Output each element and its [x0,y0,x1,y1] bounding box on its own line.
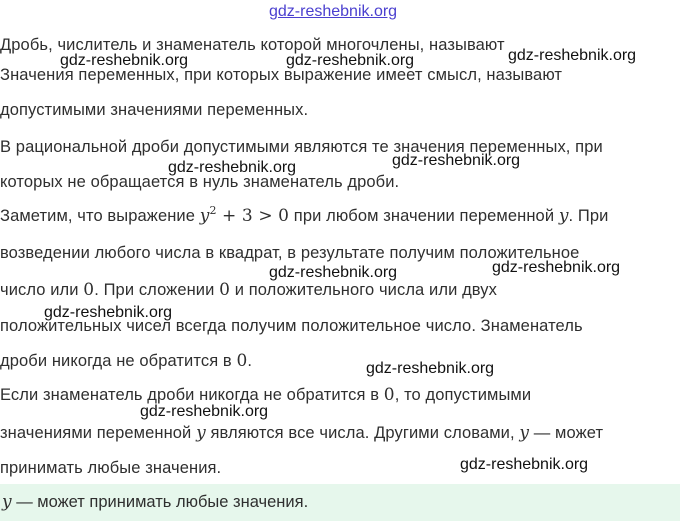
watermark-text: gdz-reshebnik.org [168,159,297,176]
definition-line-3: допустимыми значениями переменных. [0,101,309,119]
text-segment: являются все числа. Другими словами, [205,424,520,442]
text-segment: Заметим, что выражение [0,207,200,225]
text-segment: . При сложении [94,281,220,299]
watermark-text: gdz-reshebnik.org [366,360,495,377]
watermark-top-link[interactable]: gdz-reshebnik.org [269,3,398,20]
math-variable: y [199,206,210,226]
watermark-text: gdz-reshebnik.org [286,52,415,69]
paragraph3-line-4: положительных чисел всегда получим положительное число. Знаменатель [0,317,583,335]
math-variable-letter: y [558,206,569,226]
math-variable [519,423,529,443]
text-segment: . [247,352,253,370]
paragraph2-line-2: которых не обращается в нуль знаменатель дроби. [0,173,400,191]
definition-line-2: Значения переменных, при которых выражение имеет смысл, называют [0,66,563,84]
paragraph4-line-1 [0,385,531,405]
text-segment: . При [568,207,609,225]
answer-text [2,492,308,512]
text-segment: значениями переменной [0,424,197,442]
math-variable [559,206,569,226]
math-variable [2,492,12,512]
paragraph3-line-5 [0,351,252,371]
paragraph3-line-3 [0,280,497,300]
watermark-text: gdz-reshebnik.org [460,456,589,473]
definition-line-1: Дробь, числитель и знаменатель которой многочлены, называют [0,36,505,54]
paragraph3-line-1 [0,206,608,226]
watermark-text: gdz-reshebnik.org [392,152,521,169]
watermark-text: gdz-reshebnik.org [492,259,621,276]
text-segment: при любом значении переменной [289,207,559,225]
text-segment: и положительного числа или двух [230,281,497,299]
paragraph3-line-2: возведении любого числа в квадрат, в результате получим положительное [0,244,580,262]
math-variable-letter: y [2,492,12,512]
watermark-text: gdz-reshebnik.org [140,403,269,420]
math-variable-letter: y [196,423,206,443]
watermark-text: gdz-reshebnik.org [60,52,189,69]
watermark-text: gdz-reshebnik.org [269,264,398,281]
math-number: 0 [219,280,231,300]
text-segment: Если знаменатель дроби никогда не обратится в [0,386,384,404]
watermark-text: gdz-reshebnik.org [508,47,637,64]
math-rest: + 3 > 0 [216,206,290,226]
text-segment: , то допустимыми [394,386,532,404]
math-variable [196,423,206,443]
math-number: 0 [383,385,395,405]
math-variable-letter: y [519,423,530,443]
text-segment: дроби никогда не обратится в [0,352,237,370]
paragraph2-line-1: В рациональной дроби допустимыми являются те значения переменных, при [0,138,603,156]
math-expression [200,206,289,226]
text-segment: число или [0,281,84,299]
watermark-text: gdz-reshebnik.org [44,304,173,321]
paragraph4-line-3: принимать любые значения. [0,459,222,477]
math-number: 0 [83,280,95,300]
math-exponent: 2 [209,204,217,217]
paragraph4-line-2 [0,423,603,443]
answer-text-segment: — может принимать любые значения. [11,493,309,511]
text-segment: — может [529,424,604,442]
answer-box [0,484,680,521]
math-number: 0 [236,351,248,371]
